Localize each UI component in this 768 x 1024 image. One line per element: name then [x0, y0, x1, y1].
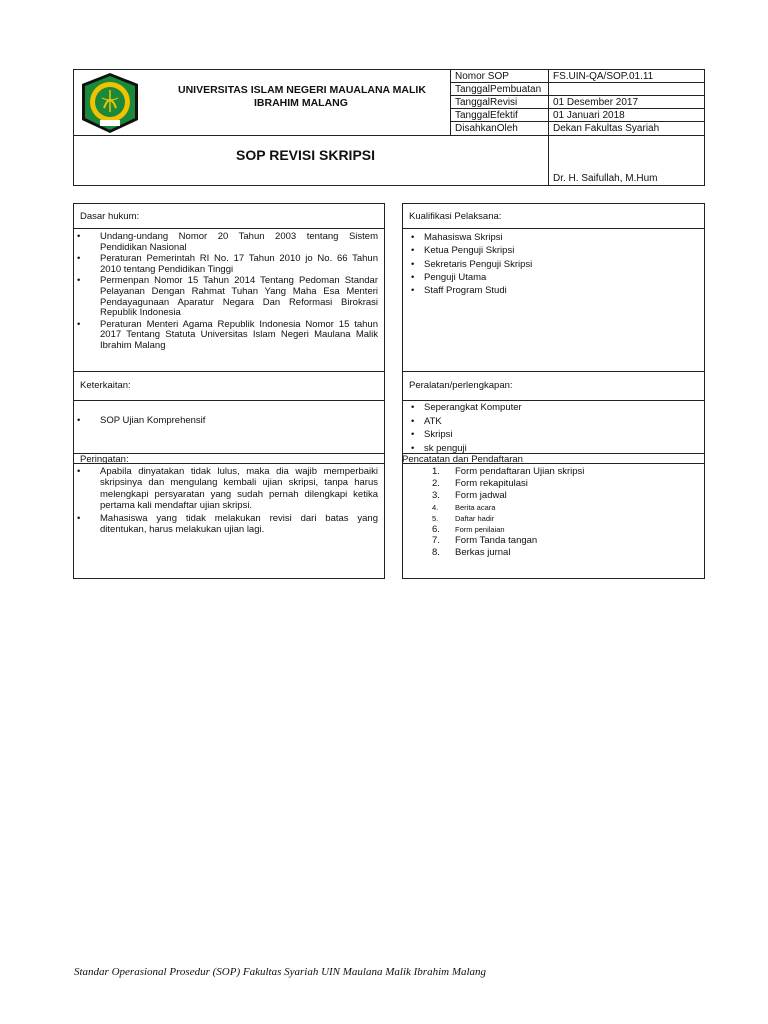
item-text: Form Tanda tangan [455, 535, 538, 546]
section-line [402, 371, 705, 372]
keterkaitan-list [74, 416, 378, 428]
meta-value-disahkan: Dekan Fakultas Syariah [553, 123, 660, 134]
meta-label-revisi: TanggalRevisi [455, 97, 518, 108]
item-text: Daftar hadir [455, 514, 495, 523]
list-item: • SOP Ujian Komprehensif [74, 416, 378, 427]
meta-row-line [450, 82, 705, 83]
kualifikasi-title: Kualifikasi Pelaksana: [409, 211, 502, 222]
item-text: Berita acara [455, 503, 496, 512]
list-item: • Skripsi [408, 429, 698, 442]
list-item [402, 502, 702, 513]
list-item [402, 547, 702, 559]
keterkaitan-title: Keterkaitan: [80, 380, 131, 391]
list-item: • Permenpan Nomor 15 Tahun 2014 Tentang Pedoman Standar Pelayanan Dengan Rahmat Tuhan Yang Maha Esa Menteri Pendayagunaan Aparatur Negara Dan Reformasi Birokrasi Republik Indonesia [74, 276, 378, 318]
list-item: • Peraturan Menteri Agama Republik Indonesia Nomor 15 tahun 2017 Tentang Statuta Universitas Islam Negeri Maulana Malik Ibrahim Malang [74, 320, 378, 352]
item-text: Form pendaftaran Ujian skripsi [455, 466, 585, 477]
list-item: • sk penguji [408, 443, 698, 456]
list-item: • ATK [408, 416, 698, 429]
peralatan-list [408, 402, 698, 456]
list-item: • Penguji Utama [408, 272, 698, 284]
signatory-name: Dr. H. Saifullah, M.Hum [553, 173, 658, 184]
peringatan-title: Peringatan: [80, 454, 129, 465]
list-item: • Peraturan Pemerintah RI No. 17 Tahun 2010 jo No. 66 Tahun 2010 tentang Pendidikan Tinggi [74, 254, 378, 275]
item-number: 8. [432, 547, 440, 558]
header-divider-v2 [548, 69, 549, 186]
institution-name-line1: UNIVERSITAS ISLAM NEGERI MAUALANA MALIK [178, 84, 426, 96]
meta-row-line [450, 121, 705, 122]
section-line [402, 228, 705, 229]
item-number: 3. [432, 490, 440, 501]
section-line [73, 371, 385, 372]
meta-label-nomor: Nomor SOP [455, 71, 509, 82]
item-number: 4. [432, 503, 439, 512]
peralatan-title: Peralatan/perlengkapan: [409, 380, 513, 391]
list-item: • Apabila dinyatakan tidak lulus, maka dia wajib memperbaiki skripsinya dan mengulang kembali ujian skripsi, tanpa harus melengkapi persyaratan yang sudah pernah dilengkapi ketika pertama kali mendaftar ujian skripsi. [74, 466, 378, 512]
list-item: • Staff Program Studi [408, 285, 698, 297]
list-item: • Ketua Penguji Skripsi [408, 245, 698, 257]
pencatatan-list [402, 466, 702, 559]
meta-label-efektif: TanggalEfektif [455, 110, 518, 121]
list-item [402, 466, 702, 478]
meta-value-nomor: FS.UIN-QA/SOP.01.11 [553, 71, 654, 82]
item-text: Form penilaian [455, 525, 505, 534]
institution-name-line2: IBRAHIM MALANG [254, 97, 348, 109]
pencatatan-title: Pencatatan dan Pendaftaran [402, 454, 523, 465]
list-item: • Mahasiswa yang tidak melakukan revisi dari batas yang ditentukan, harus melakukan ujian lagi. [74, 513, 378, 536]
item-text: Form rekapitulasi [455, 478, 528, 489]
meta-row-line [450, 108, 705, 109]
kualifikasi-list [408, 232, 698, 298]
dasar-hukum-title: Dasar hukum: [80, 211, 140, 222]
list-item [402, 513, 702, 524]
item-number: 6. [432, 524, 440, 535]
item-number: 7. [432, 535, 440, 546]
meta-label-pembuatan: TanggalPembuatan [455, 84, 542, 95]
dasar-hukum-list [74, 232, 378, 353]
meta-row-line [450, 95, 705, 96]
section-line [402, 400, 705, 401]
item-number: 2. [432, 478, 440, 489]
item-text: Form jadwal [455, 490, 507, 501]
meta-label-disahkan: DisahkanOleh [455, 123, 518, 134]
document-title: SOP REVISI SKRIPSI [236, 147, 376, 163]
meta-value-efektif: 01 Januari 2018 [553, 110, 625, 121]
list-item: • Seperangkat Komputer [408, 402, 698, 415]
item-number: 1. [432, 466, 440, 477]
university-logo [78, 72, 142, 134]
list-item [402, 535, 702, 547]
list-item [402, 490, 702, 502]
list-item: • Mahasiswa Skripsi [408, 232, 698, 244]
peringatan-list [74, 466, 378, 536]
item-text: Berkas jurnal [455, 547, 511, 558]
header-divider-h [73, 135, 705, 136]
header-divider-v [450, 69, 451, 135]
page-footer: Standar Operasional Prosedur (SOP) Fakultas Syariah UIN Maulana Malik Ibrahim Malang [74, 966, 487, 978]
list-item: • Sekretaris Penguji Skripsi [408, 259, 698, 271]
item-number: 5. [432, 514, 439, 523]
section-line [73, 400, 385, 401]
list-item [402, 524, 702, 535]
list-item [402, 478, 702, 490]
section-line [73, 228, 385, 229]
meta-value-revisi: 01 Desember 2017 [553, 97, 639, 108]
list-item: • Undang-undang Nomor 20 Tahun 2003 tentang Sistem Pendidikan Nasional [74, 232, 378, 253]
